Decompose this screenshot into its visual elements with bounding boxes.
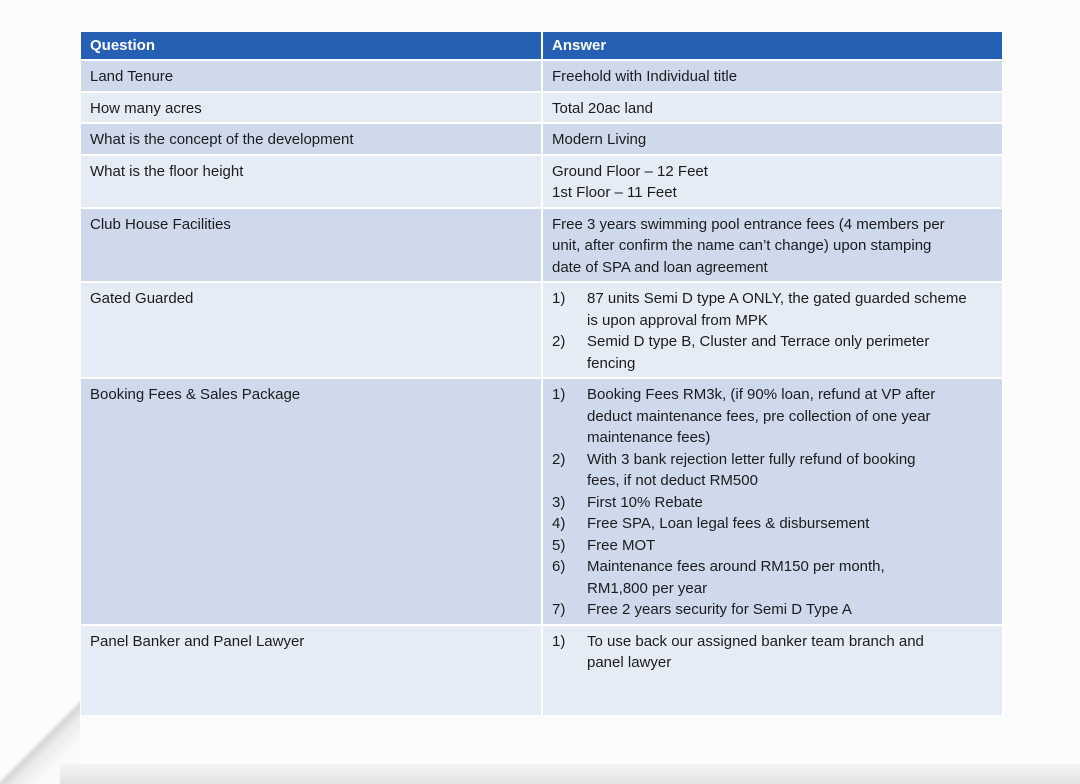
answer-list bbox=[552, 631, 993, 674]
question-cell: Panel Banker and Panel Lawyer bbox=[81, 625, 542, 715]
list-line: 87 units Semi D type A ONLY, the gated guarded scheme bbox=[587, 290, 967, 307]
list-line: RM1,800 per year bbox=[587, 579, 708, 597]
list-line: deduct maintenance fees, pre collection of one year bbox=[587, 407, 931, 425]
list-line: Semid D type B, Cluster and Terrace only perimeter bbox=[587, 333, 930, 350]
answer-list bbox=[552, 384, 993, 621]
list-item bbox=[552, 556, 993, 599]
list-number: 1) bbox=[552, 632, 566, 650]
header-row bbox=[81, 32, 1003, 60]
table-row bbox=[81, 92, 1003, 124]
question-cell: Booking Fees & Sales Package bbox=[81, 378, 542, 625]
list-item bbox=[552, 631, 993, 674]
answer-line: unit, after confirm the name can’t change) upon stamping bbox=[552, 237, 932, 254]
list-number: 6) bbox=[552, 558, 566, 575]
list-line: Maintenance fees around RM150 per month, bbox=[587, 558, 885, 575]
list-number: 1) bbox=[552, 290, 566, 307]
list-number: 3) bbox=[552, 493, 566, 511]
qa-table bbox=[81, 32, 1004, 715]
list-item bbox=[552, 599, 993, 621]
answer-line: Total 20ac land bbox=[552, 99, 653, 117]
answer-list bbox=[552, 288, 993, 374]
answer-line: 1st Floor – 11 Feet bbox=[552, 184, 677, 201]
list-item bbox=[552, 492, 993, 514]
answer-line: date of SPA and loan agreement bbox=[552, 258, 768, 276]
list-line: fees, if not deduct RM500 bbox=[587, 472, 758, 489]
answer-cell bbox=[542, 60, 1003, 92]
page-bottom-edge bbox=[60, 764, 1080, 784]
answer-cell bbox=[542, 625, 1003, 715]
list-number: 5) bbox=[552, 536, 566, 554]
question-cell: Club House Facilities bbox=[81, 208, 542, 283]
question-cell: What is the concept of the development bbox=[81, 123, 542, 155]
list-item bbox=[552, 535, 993, 557]
list-line: panel lawyer bbox=[587, 654, 672, 671]
answer-line: Modern Living bbox=[552, 131, 647, 148]
question-cell: Gated Guarded bbox=[81, 282, 542, 378]
answer-cell bbox=[542, 378, 1003, 625]
answer-line: Ground Floor – 12 Feet bbox=[552, 162, 708, 180]
table-row bbox=[81, 208, 1003, 283]
header-question: Question bbox=[81, 32, 542, 60]
table-row bbox=[81, 282, 1003, 378]
list-number: 2) bbox=[552, 333, 566, 350]
list-item bbox=[552, 331, 993, 374]
question-cell: Land Tenure bbox=[81, 60, 542, 92]
list-line: Free SPA, Loan legal fees & disbursement bbox=[587, 515, 870, 532]
list-number: 2) bbox=[552, 450, 566, 468]
header-answer: Answer bbox=[542, 32, 1003, 60]
answer-cell bbox=[542, 92, 1003, 124]
list-number: 4) bbox=[552, 515, 566, 532]
list-line: With 3 bank rejection letter fully refund of booking bbox=[587, 450, 916, 468]
list-item bbox=[552, 288, 993, 331]
list-item bbox=[552, 513, 993, 535]
answer-cell bbox=[542, 123, 1003, 155]
list-line: Free 2 years security for Semi D Type A bbox=[587, 601, 852, 618]
list-number: 7) bbox=[552, 601, 566, 618]
list-number: 1) bbox=[552, 386, 566, 403]
table-row bbox=[81, 123, 1003, 155]
table-row bbox=[81, 155, 1003, 208]
answer-cell bbox=[542, 155, 1003, 208]
table-row bbox=[81, 625, 1003, 715]
list-line: is upon approval from MPK bbox=[587, 311, 768, 329]
list-line: Free MOT bbox=[587, 536, 656, 554]
table-row bbox=[81, 60, 1003, 92]
list-line: To use back our assigned banker team branch and bbox=[587, 632, 924, 650]
answer-line: Free 3 years swimming pool entrance fees (4 members per bbox=[552, 215, 945, 233]
question-cell: What is the floor height bbox=[81, 155, 542, 208]
list-line: Booking Fees RM3k, (if 90% loan, refund at VP after bbox=[587, 386, 936, 403]
question-cell: How many acres bbox=[81, 92, 542, 124]
list-line: maintenance fees) bbox=[587, 429, 711, 446]
list-line: fencing bbox=[587, 354, 636, 372]
answer-cell bbox=[542, 208, 1003, 283]
list-line: First 10% Rebate bbox=[587, 493, 703, 511]
list-item bbox=[552, 449, 993, 492]
answer-cell bbox=[542, 282, 1003, 378]
list-item bbox=[552, 384, 993, 449]
table-row bbox=[81, 378, 1003, 625]
answer-line: Freehold with Individual title bbox=[552, 68, 738, 85]
